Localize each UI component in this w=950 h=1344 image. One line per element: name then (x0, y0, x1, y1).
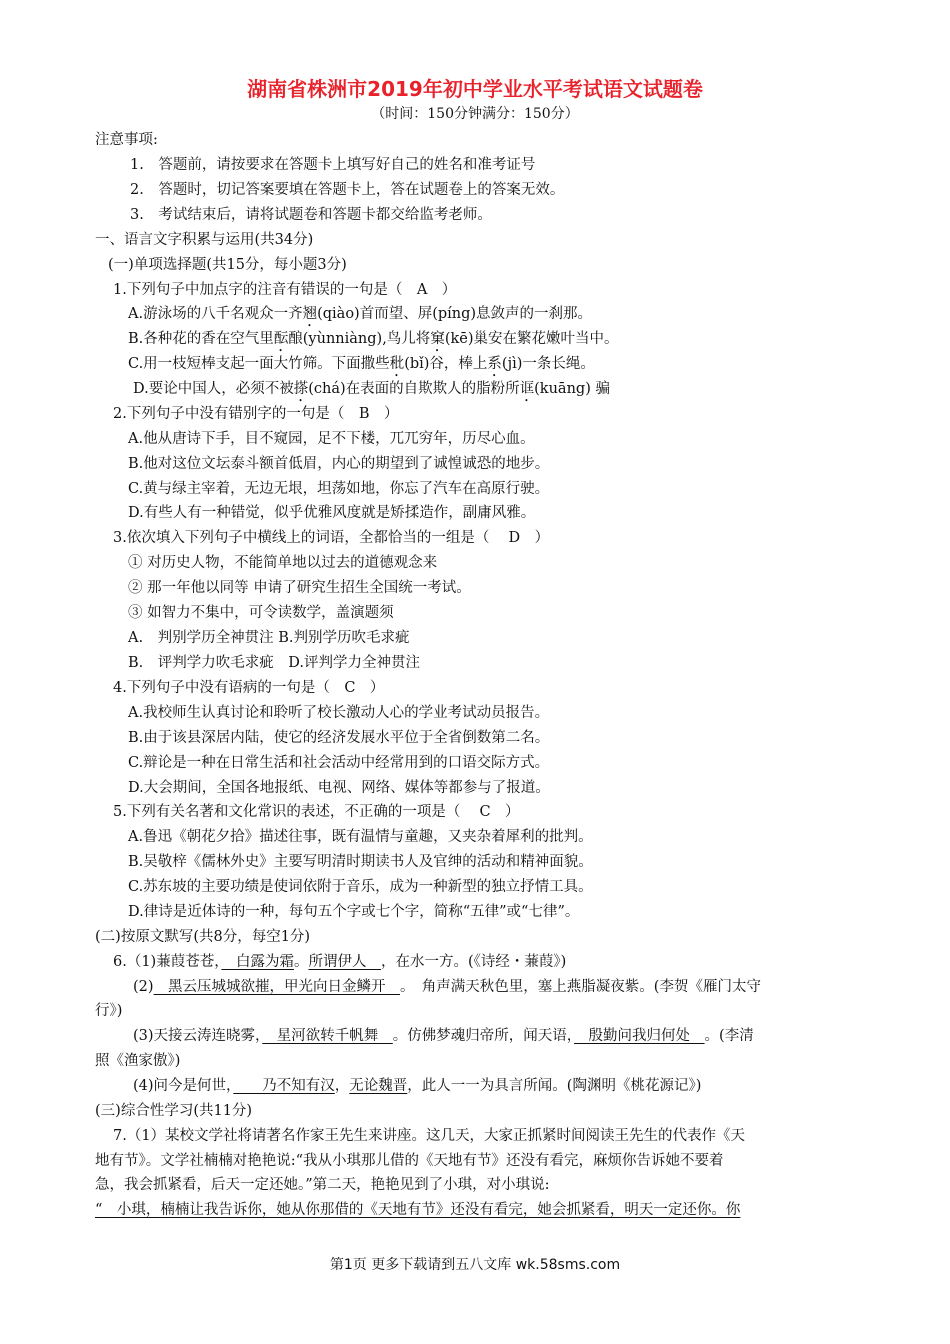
q6-2-pre: (2) (133, 979, 154, 995)
q6-2-answer: 黑云压城城欲摧，甲光向日金鳞开 (153, 979, 401, 995)
part-3-heading: (三)综合性学习(共11分) (95, 1103, 253, 1119)
q1-stem: 1.下列句子中加点字的注音有错误的一句是（ A ） (113, 282, 457, 298)
q1-c-dotted-char-2: 系 (487, 356, 502, 372)
q6-4-answer-2: 无论魏晋 (349, 1078, 408, 1094)
q1-b-dotted-char-2: 窠 (430, 331, 445, 347)
q6-line-2 (133, 975, 761, 999)
q1-a-dotted-char: 翘 (302, 306, 318, 322)
q1-d-text-mid: (chá)在表面的自欺欺人的脂粉所 (308, 381, 520, 397)
notice-heading: 注意事项: (95, 132, 158, 148)
q1-option-a (128, 302, 592, 330)
q2-option-b: B.他对这位文坛泰斗额首低眉，内心的期望到了诚惶诚恐的地步。 (128, 456, 550, 472)
q6-4-mid: ， (334, 1078, 350, 1094)
q1-c-text-mid: (bǐ)谷，棒上 (404, 356, 488, 372)
q1-option-c (128, 352, 595, 380)
q6-1-answer-1: 白露为霜 (221, 954, 294, 970)
q3-sentence-1: ① 对历史人物，不能简单地以过去的道德观念来 (128, 555, 438, 571)
q1-b-text-post: (kē)巢安在繁花嫩叶当中。 (444, 331, 619, 347)
q1-d-dotted-char: 搽 (293, 381, 309, 397)
q1-c-text-post: (jì)一条长绳。 (501, 356, 595, 372)
q7-line-4-answer: “ 小琪，楠楠让我告诉你，她从你那借的《天地有节》还没有看完，她会抓紧看，明天一定还你。你 (95, 1202, 741, 1218)
q5-option-b: B.吴敬梓《儒林外史》主要写明清时期读书人及官绅的活动和精神面貌。 (128, 854, 593, 870)
section-1-heading: 一、语言文字积累与运用(共34分) (95, 232, 314, 248)
q1-b-text-pre: B.各种花的香在空气里 (128, 331, 274, 347)
q6-1-mid: 。 (293, 954, 309, 970)
q3-sentence-2: ② 那一年他以同等 申请了研究生招生全国统一考试。 (128, 580, 471, 596)
q6-3-answer-2: 殷勤问我归何处 (574, 1028, 705, 1044)
q3-sentence-3: ③ 如智力不集中，可令读数学，盖演题须 (128, 605, 394, 621)
q6-3-mid: 。仿佛梦魂归帝所，闻天语， (392, 1028, 575, 1044)
q6-4-pre: (4)问今是何世， (133, 1078, 234, 1094)
exam-subtitle: （时间：150分钟满分：150分） (371, 106, 579, 122)
q2-option-c: C.黄与绿主宰着，无边无垠，坦荡如地，你忘了汽车在高原行驶。 (128, 481, 550, 497)
q1-option-d (133, 377, 610, 405)
q6-3-pre: (3)天接云涛连晓雾， (133, 1028, 263, 1044)
q1-d-text-post: (kuāng) 骗 (534, 381, 610, 397)
q6-line-3-cont: 照《渔家傲》) (95, 1053, 181, 1069)
q2-stem: 2.下列句子中没有错别字的一句是（ B ） (113, 406, 399, 422)
q6-4-post: ，此人一一为具言所闻。(陶渊明《桃花源记》) (407, 1078, 702, 1094)
q5-option-c: C.苏东坡的主要功绩是使词依附于音乐，成为一种新型的独立抒情工具。 (128, 879, 593, 895)
q4-option-c: C.辩论是一种在日常生活和社会活动中经常用到的口语交际方式。 (128, 755, 550, 771)
q1-c-dotted-char: 秕 (389, 356, 405, 372)
q3-options-line-1: A. 判别学历全神贯注 B.判别学历吹毛求疵 (128, 630, 410, 646)
q5-option-d: D.律诗是近体诗的一种，每句五个字或七个字，简称“五律”或“七律”。 (128, 904, 580, 920)
q6-3-post: 。(李清 (704, 1028, 754, 1044)
part-2-heading: (二)按原文默写(共8分，每空1分) (95, 929, 311, 945)
q1-a-text-pre: A.游泳场的八千名观众一齐 (128, 306, 303, 322)
q4-option-a: A.我校师生认真讨论和聆听了校长激动人心的学业考试动员报告。 (128, 705, 550, 721)
q4-option-b: B.由于该县深居内陆，使它的经济发展水平位于全省倒数第二名。 (128, 730, 550, 746)
q1-b-text-mid: 酿(yùnniàng),鸟儿将 (288, 331, 431, 347)
notice-item-2: 2. 答题时，切记答案要填在答题卡上，答在试题卷上的答案无效。 (130, 182, 565, 198)
q6-1-pre: 6.（1)蒹葭苍苍， (113, 954, 222, 970)
q1-a-text-post: (qiào)首而望、屏(píng)息敛声的一刹那。 (317, 306, 593, 322)
q3-options-line-2: B. 评判学力吹毛求疵 D.评判学力全神贯注 (128, 655, 420, 671)
notice-item-1: 1. 答题前，请按要求在答题卡上填写好自己的姓名和准考证号 (130, 157, 536, 173)
q7-line-1: 7.（1）某校文学社将请著名作家王先生来讲座。这几天，大家正抓紧时间阅读王先生的代表作《天 (113, 1128, 746, 1144)
q6-line-3 (133, 1024, 754, 1048)
q6-1-post: ，在水一方。(《诗经・蒹葭》) (380, 954, 567, 970)
q1-option-b (128, 327, 619, 355)
q3-stem: 3.依次填入下列句子中横线上的词语，全都恰当的一组是（ D ） (113, 530, 550, 546)
q6-1-answer-2: 所谓伊人 (308, 954, 381, 970)
q6-4-answer-1: 乃不知有汉 (233, 1078, 335, 1094)
q1-c-text-pre: C.用一枝短棒支起一面大竹筛。下面撒些 (128, 356, 390, 372)
q2-option-d: D.有些人有一种错觉，似乎优雅风度就是矫揉造作，副庸风雅。 (128, 505, 536, 521)
q4-stem: 4.下列句子中没有语病的一句是（ C ） (113, 680, 385, 696)
q2-option-a: A.他从唐诗下手，目不窥园，足不下楼，兀兀穷年，历尽心血。 (128, 431, 535, 447)
q6-line-1 (113, 950, 566, 974)
q6-2-post: 。 角声满天秋色里，塞上燕脂凝夜紫。(李贺《雁门太守 (400, 979, 761, 995)
page-footer: 第1页 更多下载请到五八文库 wk.58sms.com (329, 1257, 621, 1273)
q4-option-d: D.大会期间，全国各地报纸、电视、网络、媒体等都参与了报道。 (128, 780, 550, 796)
q6-line-2-cont: 行》) (95, 1003, 123, 1019)
q6-line-4 (133, 1074, 701, 1098)
q5-stem: 5.下列有关名著和文化常识的表述，不正确的一项是（ C ） (113, 804, 520, 820)
q5-option-a: A.鲁迅《朝花夕拾》描述往事，既有温情与童趣，又夹杂着犀利的批判。 (128, 829, 593, 845)
part-1-heading: (一)单项选择题(共15分，每小题3分) (108, 257, 347, 273)
q1-d-dotted-char-2: 诓 (519, 381, 535, 397)
q1-d-text-pre: D.要论中国人，必须不被 (133, 381, 294, 397)
q6-3-answer-1: 星河欲转千帆舞 (262, 1028, 393, 1044)
q7-line-3: 急，我会抓紧看，后天一定还她。”第二天，艳艳见到了小琪，对小琪说: (95, 1177, 550, 1193)
q1-b-dotted-char: 酝 (273, 331, 289, 347)
exam-title: 湖南省株洲市2019年初中学业水平考试语文试题卷 (247, 77, 703, 101)
q7-line-2: 地有节》。文学社楠楠对艳艳说:“我从小琪那儿借的《天地有节》还没有看完，麻烦你告诉她不要着 (95, 1153, 724, 1169)
notice-item-3: 3. 考试结束后，请将试题卷和答题卡都交给监考老师。 (130, 207, 492, 223)
